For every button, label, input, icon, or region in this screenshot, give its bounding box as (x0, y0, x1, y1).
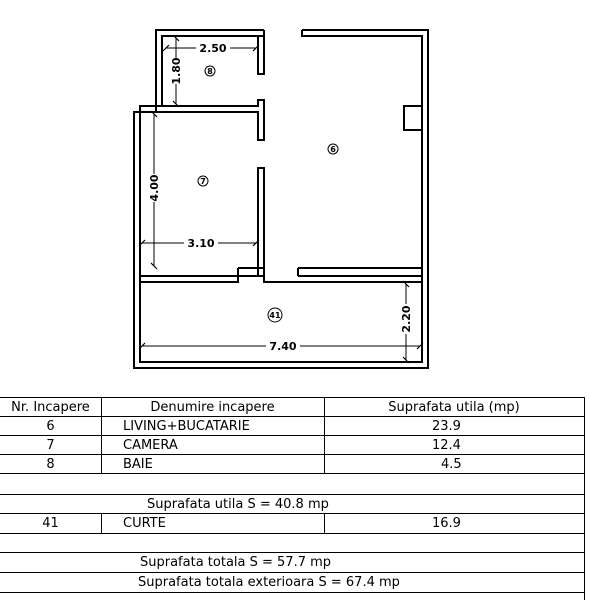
camera-right-wall (258, 168, 264, 276)
dim-label-baie-height: 1.80 (170, 57, 183, 85)
row-nr: 7 (46, 438, 55, 453)
svg-text:8: 8 (207, 67, 213, 76)
room-marker-camera (198, 176, 208, 186)
svg-text:6: 6 (330, 145, 336, 154)
total-area: Suprafata totala S = 57.7 mp (140, 555, 332, 570)
curte-top-wall (140, 276, 238, 282)
right-niche (404, 106, 422, 130)
total-exterior-area: Suprafata totala exterioara S = 67.4 mp (138, 575, 400, 590)
row-area: 23.9 (432, 419, 461, 434)
area-table (0, 397, 585, 600)
dim-label-curte-height: 2.20 (400, 305, 413, 333)
row-name: LIVING+BUCATARIE (123, 419, 250, 434)
row-nr: 8 (46, 457, 55, 472)
row-name: CURTE (123, 516, 166, 531)
row-name: CAMERA (123, 438, 178, 453)
dim-label-baie-width: 2.50 (199, 42, 227, 55)
header-area: Suprafata utila (mp) (388, 400, 520, 415)
room-marker-living (328, 144, 338, 154)
room-marker-curte (268, 308, 282, 322)
room-marker-baie (205, 66, 215, 76)
row-area: 16.9 (432, 516, 461, 531)
row-nr: 6 (46, 419, 55, 434)
header-nr: Nr. Incapere (11, 400, 90, 415)
dim-label-camera-width: 3.10 (187, 237, 215, 250)
row-name: BAIE (123, 457, 153, 472)
svg-text:41: 41 (269, 311, 281, 320)
header-name: Denumire incapere (150, 400, 275, 415)
row-area: 12.4 (432, 438, 461, 453)
living-bottom-wall (298, 268, 422, 276)
row-nr: 41 (42, 516, 59, 531)
door-jamb-left (238, 268, 264, 276)
svg-text:7: 7 (200, 177, 206, 186)
dim-label-camera-height: 4.00 (148, 174, 161, 202)
useful-area-total: Suprafata utila S = 40.8 mp (147, 497, 329, 512)
row-area: 4.5 (441, 457, 462, 472)
dim-label-curte-width: 7.40 (269, 340, 297, 353)
